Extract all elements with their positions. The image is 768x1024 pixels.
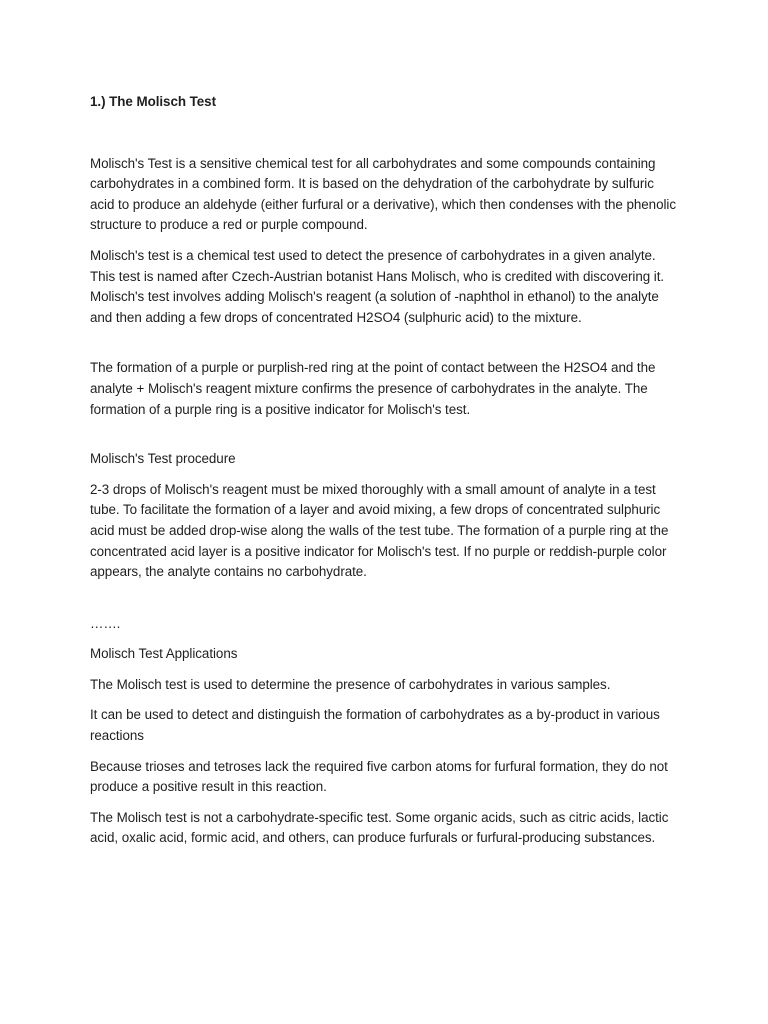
paragraph-definition: Molisch's Test is a sensitive chemical test for all carbohydrates and some compounds containing carbohydrates in a combined form. It is based on the dehydration of the carbohydrate by sulfuric acid to produce an aldehyde (either furfural or a derivative), which then condenses with the phenolic structure to produce a red or purple compound. <box>90 155 676 233</box>
paragraph-procedure: 2-3 drops of Molisch's reagent must be mixed thoroughly with a small amount of analyte in a test tube. To facilitate the formation of a layer and avoid mixing, a few drops of concentrated sulphuric acid must be added drop-wise along the walls of the test tube. The formation of a purple ring at the concentrated acid layer is a positive indicator for Molisch's test. If no purple or reddish-purple color appears, the analyte contains no carbohydrate. <box>90 481 669 580</box>
section-heading-procedure: Molisch's Test procedure <box>90 451 236 467</box>
paragraph-application-1: The Molisch test is used to determine the presence of carbohydrates in various samples. <box>90 676 611 692</box>
document-title: 1.) The Molisch Test <box>90 94 216 109</box>
paragraph-positive-result: The formation of a purple or purplish-red ring at the point of contact between the H2SO4 and the analyte + Molisch's reagent mixture confirms the presence of carbohydrates in the analyte. The formation of a purple ring is a positive indicator for Molisch's test. <box>90 360 656 417</box>
paragraph-application-2: It can be used to detect and distinguish the formation of carbohydrates as a by-product in various reactions <box>90 707 660 744</box>
paragraph-description: Molisch's test is a chemical test used to detect the presence of carbohydrates in a given analyte. This test is named after Czech-Austrian botanist Hans Molisch, who is credited with discovering it. Molisch's test involves adding Molisch's reagent (a solution of -naphthol in ethanol) to the analyte and then adding a few drops of concentrated H2SO4 (sulphuric acid) to the mixture. <box>90 247 665 325</box>
paragraph-application-4: The Molisch test is not a carbohydrate-specific test. Some organic acids, such as citric acids, lactic acid, oxalic acid, formic acid, and others, can produce furfurals or furfural-producing substances. <box>90 809 669 846</box>
section-heading-applications: Molisch Test Applications <box>90 646 238 662</box>
ellipsis-separator: ……. <box>90 615 121 631</box>
paragraph-application-3: Because trioses and tetroses lack the required five carbon atoms for furfural formation, they do not produce a positive result in this reaction. <box>90 758 668 795</box>
document-body <box>90 92 680 849</box>
